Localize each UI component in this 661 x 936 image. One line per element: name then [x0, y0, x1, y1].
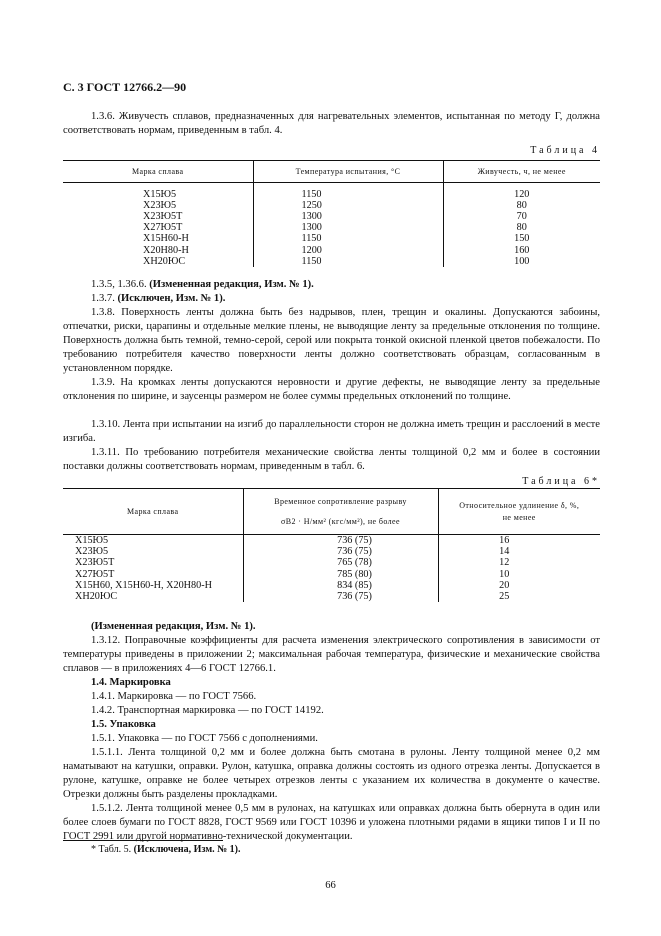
- note-number: 1.3.5, 1.36.6.: [91, 279, 150, 290]
- table-6-header: σВ2 · Н/мм² (кгс/мм²), не более: [281, 516, 400, 526]
- table-row: [63, 546, 600, 557]
- section-heading-1-5: 1.5. Упаковка: [91, 719, 156, 730]
- table-cell: 25: [438, 591, 600, 602]
- paragraph-1-3-6: 1.3.6. Живучесть сплавов, предназначенных для нагревательных элементов, испытанная по методу Г, должна соответствовать нормам, приведенным в табл. 4.: [63, 111, 600, 136]
- table-cell: 1250: [253, 200, 443, 211]
- note-change: (Исключен, Изм. № 1).: [117, 293, 226, 304]
- line-1-4-1: 1.4.1. Маркировка — по ГОСТ 7566.: [91, 691, 257, 702]
- table-row: [63, 569, 600, 580]
- table-row: [63, 591, 600, 602]
- page-header: С. 3 ГОСТ 12766.2—90: [63, 80, 187, 94]
- table-row: [63, 580, 600, 591]
- paragraph-1-5-1-2: 1.5.1.2. Лента толщиной менее 0,5 мм в рулонах, на катушках или оправках должна быть обернута в один или более слоев бумаги по ГОСТ 8828, ГОСТ 9569 или ГОСТ 10396 и уложена плотными рядами в ящики типов I и II по ГОСТ 2991 или другой нормативно-технической документации.: [63, 803, 600, 842]
- page-number: 66: [325, 880, 336, 891]
- table-cell: Х23Ю5: [75, 546, 109, 558]
- paragraph-1-5-1-1: 1.5.1.1. Лента толщиной 0,2 мм и более должна быть смотана в рулоны. Ленту толщиной менее 0,2 мм наматывают на катушки, оправки. Рулон, катушка, оправка должны состоять из одного отрезка ленты. Допускается в рулоне, катушке, оправке не более четырех отрезков ленты с указанием их количества в документе о качестве. Отрезки должны быть разделены прокладками.: [63, 747, 600, 800]
- note-1-3-7: [91, 292, 225, 306]
- table-row: [63, 535, 600, 547]
- table-row: [63, 245, 600, 256]
- table-cell: Х23Ю5Т: [143, 210, 183, 222]
- table-4: [63, 160, 600, 267]
- section-heading-1-4: 1.4. Маркировка: [91, 677, 171, 688]
- note-change: (Измененная редакция, Изм. № 1).: [149, 279, 314, 290]
- table-cell: 834 (85): [243, 580, 438, 591]
- table-row: [63, 200, 600, 211]
- table-cell: Х15Н60, Х15Н60-Н, Х20Н80-Н: [75, 579, 212, 591]
- paragraph-1-3-9: 1.3.9. На кромках ленты допускаются неровности и другие дефекты, не выводящие ленту за предельные отклонения по ширине, и заусенцы размером не более суммы предельных отклонений по толщине.: [63, 377, 600, 402]
- table-cell: 1150: [253, 189, 443, 200]
- table-cell: Х20Н80-Н: [143, 244, 189, 256]
- line-1-4-2: 1.4.2. Транспортная маркировка — по ГОСТ 14192.: [91, 705, 324, 716]
- table-cell: Х15Ю5: [75, 535, 109, 546]
- table-cell: Х27Ю5Т: [75, 568, 115, 580]
- table-cell: 80: [443, 222, 600, 233]
- table-cell: Х23Ю5Т: [75, 557, 115, 569]
- table-6-header: Марка сплава: [63, 489, 243, 535]
- table-cell: 765 (78): [243, 557, 438, 568]
- table-row: [63, 557, 600, 568]
- table-row: [63, 256, 600, 267]
- paragraph-1-3-10: 1.3.10. Лента при испытании на изгиб до параллельности сторон не должна иметь трещин и расслоений в месте изгиба.: [63, 419, 600, 444]
- changed-note: (Измененная редакция, Изм. № 1).: [91, 621, 256, 632]
- table-cell: 120: [443, 189, 600, 200]
- footnote-text: * Табл. 5.: [91, 844, 134, 855]
- paragraph-1-3-8: 1.3.8. Поверхность ленты должна быть без надрывов, плен, трещин и окалины. Допускаются забоины, отпечатки, риски, царапины и отдельные мелкие плены, не выводящие ленту за предельные отклонения по толщине. Поверхность должна быть темной, темно-серой, серой или покрыта тонкой окисной пленкой цветов побежалости. По требованию потребителя качество поверхности ленты должно соответствовать образцам, согласованным в установленном порядке.: [63, 307, 600, 374]
- footnote: [91, 844, 241, 855]
- table-cell: 1200: [253, 245, 443, 256]
- table-cell: 70: [443, 211, 600, 222]
- table-row: [63, 211, 600, 222]
- table-cell: 160: [443, 245, 600, 256]
- table-cell: 736 (75): [243, 591, 438, 602]
- table-row: [63, 222, 600, 233]
- footnote-divider: [63, 840, 223, 841]
- line-1-5-1: 1.5.1. Упаковка — по ГОСТ 7566 с дополнениями.: [91, 733, 318, 744]
- table-cell: ХН20ЮС: [143, 255, 186, 267]
- table-cell: 1150: [253, 256, 443, 267]
- table-row: [63, 189, 600, 200]
- note-1-3-5: [91, 278, 314, 292]
- table-cell: 20: [438, 580, 600, 591]
- table-6-header-group: [243, 489, 438, 535]
- table-cell: Х23Ю5: [143, 199, 177, 211]
- table-6: [63, 488, 600, 602]
- table-cell: 1300: [253, 211, 443, 222]
- table-cell: 736 (75): [243, 535, 438, 547]
- paragraph-1-3-12: 1.3.12. Поправочные коэффициенты для расчета изменения электрического сопротивления в зависимости от температуры приведены в приложении 2; максимальная рабочая температура, физические и механические свойства сплавов — в приложениях 4—6 ГОСТ 12766.1.: [63, 635, 600, 674]
- table-4-header: Живучесть, ч, не менее: [443, 161, 600, 183]
- table-cell: 80: [443, 200, 600, 211]
- table-4-header: Марка сплава: [63, 161, 253, 183]
- note-number: 1.3.7.: [91, 293, 118, 304]
- table-4-label: Таблица 4: [530, 145, 600, 156]
- table-cell: ХН20ЮС: [75, 591, 118, 603]
- paragraph-1-3-11: 1.3.11. По требованию потребителя механические свойства ленты толщиной 0,2 мм и более в состоянии поставки должны соответствовать нормам, приведенным в табл. 6.: [63, 447, 600, 472]
- table-cell: 1150: [253, 233, 443, 244]
- table-cell: 100: [443, 256, 600, 267]
- table-cell: 16: [438, 535, 600, 547]
- table-6-label: Таблица 6*: [522, 476, 600, 487]
- table-cell: 12: [438, 557, 600, 568]
- table-6-header: Временное сопротивление разрыву: [274, 497, 407, 507]
- table-cell: Х15Ю5: [143, 188, 177, 200]
- table-cell: 14: [438, 546, 600, 557]
- table-cell: 1300: [253, 222, 443, 233]
- table-4-header: Температура испытания, °С: [253, 161, 443, 183]
- table-cell: Х15Н60-Н: [143, 233, 189, 245]
- table-cell: Х27Ю5Т: [143, 222, 183, 234]
- table-cell: 736 (75): [243, 546, 438, 557]
- table-row: [63, 233, 600, 244]
- table-6-header: Относительное удлинение δ, %, не менее: [438, 489, 600, 535]
- footnote-change: (Исключена, Изм. № 1).: [133, 844, 241, 855]
- table-cell: 785 (80): [243, 569, 438, 580]
- table-cell: 150: [443, 233, 600, 244]
- table-cell: 10: [438, 569, 600, 580]
